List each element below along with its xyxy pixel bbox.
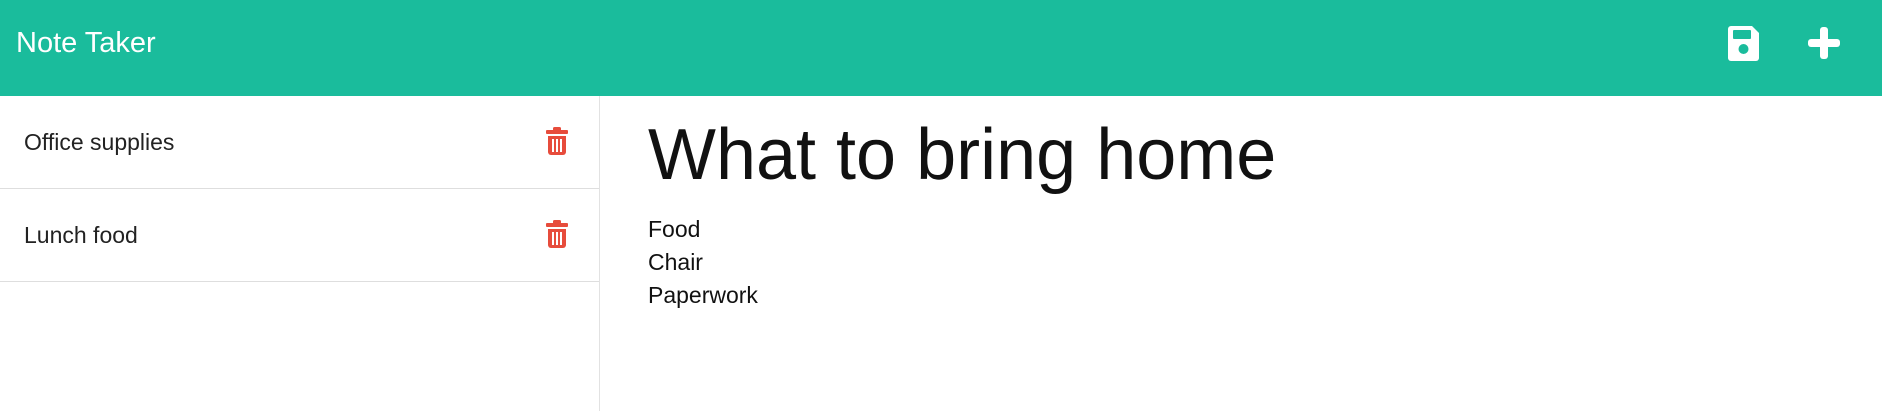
note-editor xyxy=(601,96,1882,411)
new-note-button[interactable] xyxy=(1799,18,1849,68)
save-icon xyxy=(1727,24,1761,62)
trash-icon xyxy=(546,220,568,248)
note-title-label[interactable]: Lunch food xyxy=(24,222,138,248)
delete-note-button[interactable] xyxy=(540,217,574,251)
plus-icon xyxy=(1807,26,1841,60)
note-text-area[interactable] xyxy=(648,213,1828,403)
trash-icon xyxy=(546,127,568,155)
notes-list xyxy=(0,96,599,282)
navbar xyxy=(0,0,1882,96)
list-item[interactable] xyxy=(0,96,599,189)
note-title-label[interactable]: Office supplies xyxy=(24,129,175,155)
notes-sidebar xyxy=(0,96,600,411)
delete-note-button[interactable] xyxy=(540,124,574,158)
list-item[interactable] xyxy=(0,189,599,282)
note-title-input[interactable] xyxy=(648,110,1828,200)
save-note-button[interactable] xyxy=(1719,18,1769,68)
app-title[interactable]: Note Taker xyxy=(16,27,156,59)
